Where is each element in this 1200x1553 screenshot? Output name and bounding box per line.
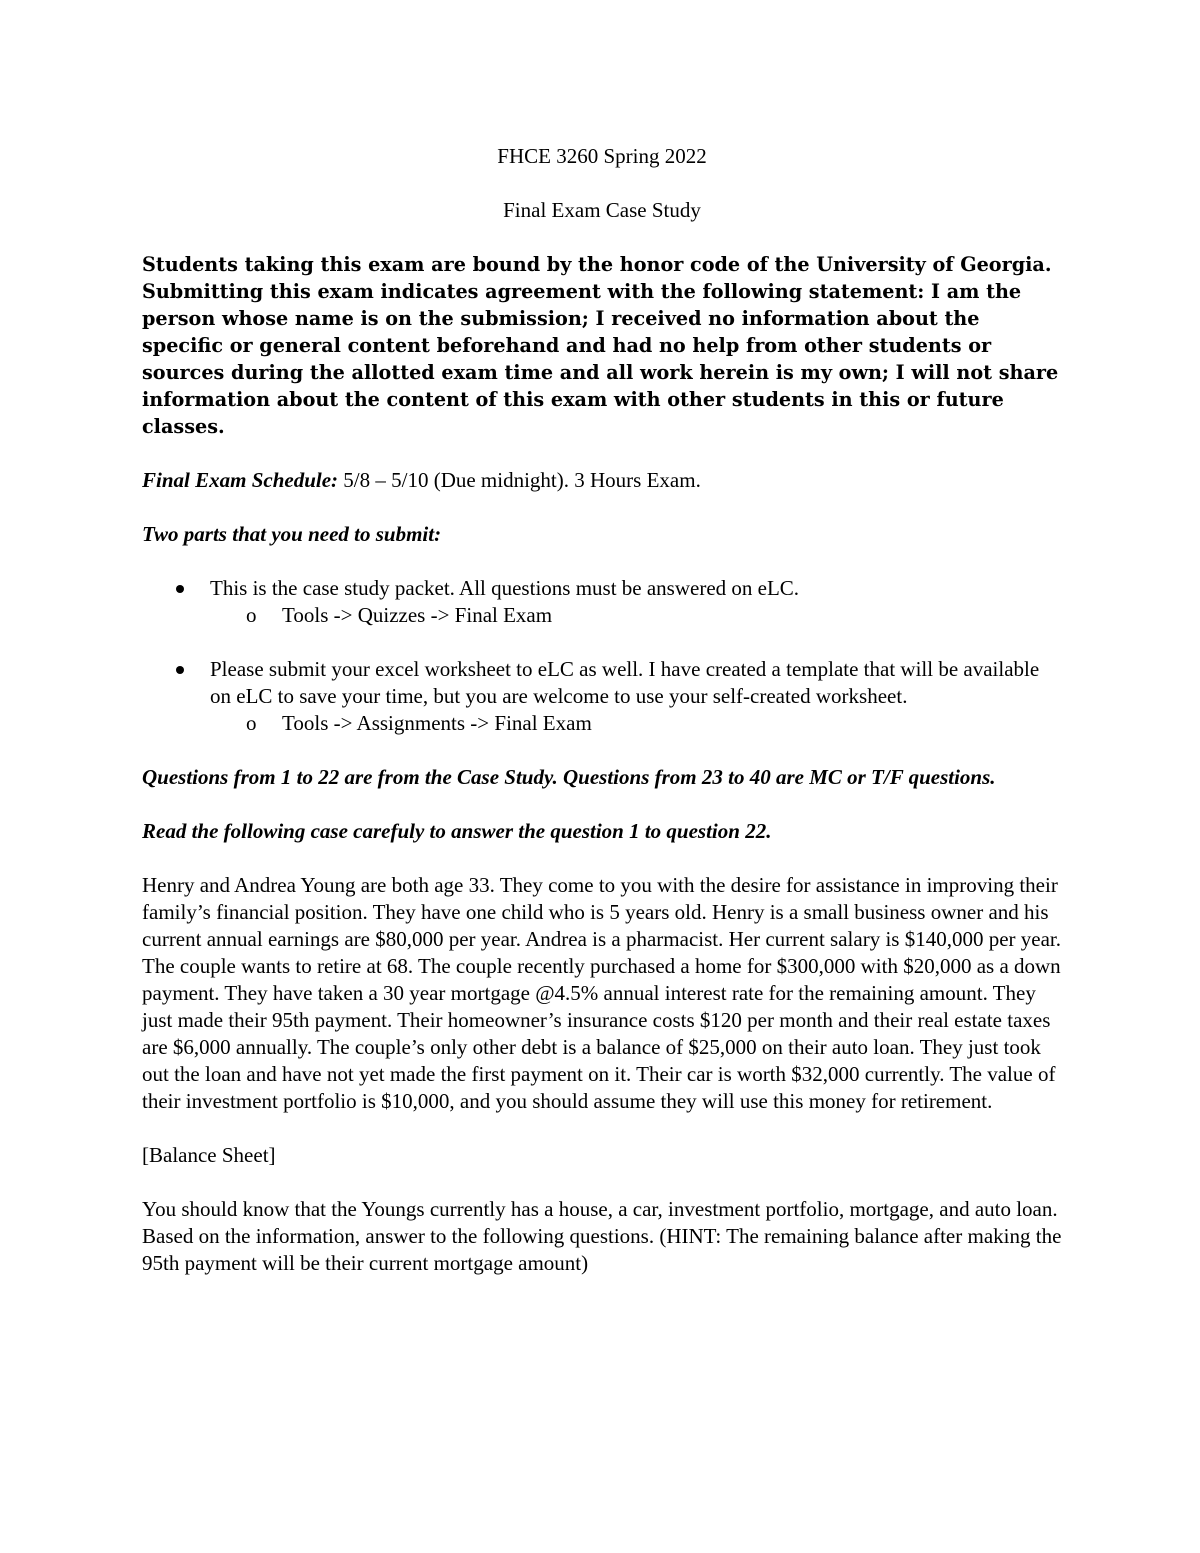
exam-schedule-text: 5/8 – 5/10 (Due midnight). 3 Hours Exam. (338, 468, 701, 492)
sub-list (210, 602, 1062, 629)
section-label: [Balance Sheet] (142, 1143, 276, 1167)
submit-list (142, 575, 1062, 737)
list-item (142, 656, 1062, 737)
list-item-text: Please submit your excel worksheet to eLC as well. I have created a template that will be available on eLC to save your time, but you are welcome to use your self-created worksheet. (210, 657, 1040, 708)
case-paragraph: Henry and Andrea Young are both age 33. They come to you with the desire for assistance in improving their family’s financial position. They have one child who is 5 years old. Henry is a small business owner and his current annual earnings are $80,000 per year. Andrea is a pharmacist. Her current salary is $140,000 per year. The couple wants to retire at 68. The couple recently purchased a home for $300,000 with $20,000 as a down payment. They have taken a 30 year mortgage @4.5% annual interest rate for the remaining amount. They just made their 95th payment. Their homeowner’s insurance costs $120 per month and their real estate taxes are $6,000 annually. The couple’s only other debt is a balance of $25,000 on their auto loan. They just took out the loan and have not yet made the first payment on it. Their car is worth $32,000 currently. The value of their investment portfolio is $10,000, and you should assume they will use this money for retirement. (142, 873, 1061, 1113)
document-content (142, 143, 1062, 1304)
page-title: Final Exam Case Study (503, 198, 701, 222)
course-line: FHCE 3260 Spring 2022 (497, 144, 707, 168)
honor-statement: Students taking this exam are bound by the honor code of the University of Georgia. Submitting this exam indicates agreement with the following statement: I am the person whose name is on the submission; I received no information about the specific or general content beforehand and had no help from other students or sources during the allotted exam time and all work herein is my own; I will not share information about the content of this exam with other students in this or future classes. (142, 253, 1059, 438)
circle-bullet-icon: o (246, 603, 257, 627)
exam-schedule-label: Final Exam Schedule: (142, 468, 339, 492)
bullet-icon (176, 666, 184, 674)
sub-list-item (210, 602, 1062, 629)
sub-list (210, 710, 1062, 737)
list-item-text: This is the case study packet. All questions must be answered on eLC. (210, 576, 800, 600)
sub-list-item-text: Tools -> Quizzes -> Final Exam (282, 603, 553, 627)
list-item (142, 575, 1062, 629)
read-note: Read the following case carefuly to answer the question 1 to question 22. (142, 819, 772, 843)
balance-paragraph: You should know that the Youngs currently has a house, a car, investment portfolio, mortgage, and auto loan. Based on the information, answer to the following questions. (HINT: The remaining balance after making the 95th payment will be their current mortgage amount) (142, 1197, 1062, 1275)
bullet-icon (176, 585, 184, 593)
submit-heading: Two parts that you need to submit: (142, 522, 442, 546)
exam-schedule (142, 467, 1062, 494)
sub-list-item (210, 710, 1062, 737)
circle-bullet-icon: o (246, 711, 257, 735)
questions-note: Questions from 1 to 22 are from the Case Study. Questions from 23 to 40 are MC or T/F questions. (142, 765, 996, 789)
sub-list-item-text: Tools -> Assignments -> Final Exam (282, 711, 592, 735)
